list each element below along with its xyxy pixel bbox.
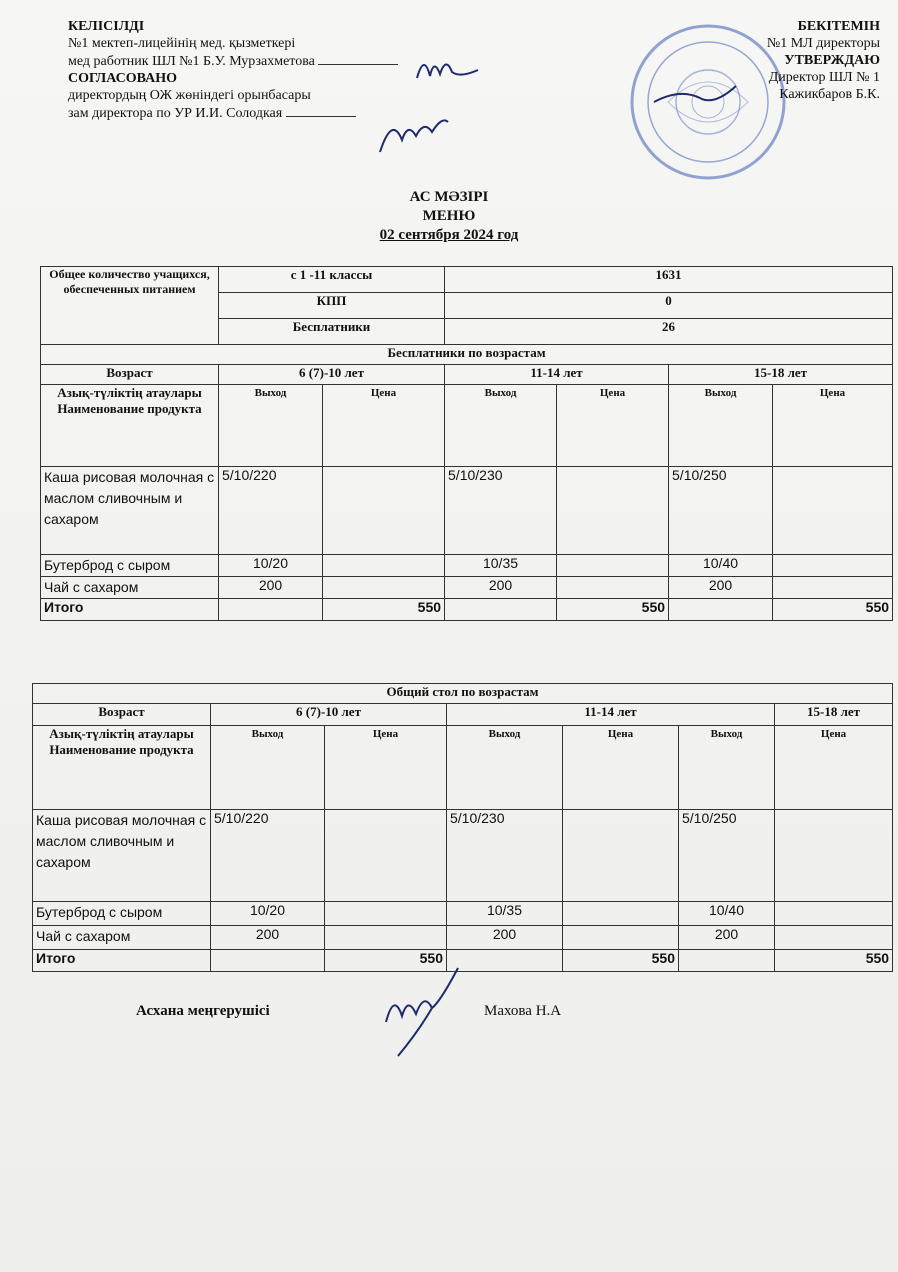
age-group-1: 6 (7)-10 лет xyxy=(219,365,445,385)
total-value: 550 xyxy=(563,950,679,972)
age-group-3: 15-18 лет xyxy=(775,704,893,726)
age-group-2: 11-14 лет xyxy=(445,365,669,385)
table-row xyxy=(33,902,893,926)
section-title: Бесплатники по возрастам xyxy=(41,345,893,365)
header-left-block xyxy=(68,18,398,122)
product-name: Каша рисовая молочная с маслом сливочным и сахаром xyxy=(41,467,219,555)
output-value: 10/35 xyxy=(447,902,563,926)
director-name: Кажикбаров Б.К. xyxy=(779,87,880,102)
age-group-3: 15-18 лет xyxy=(669,365,893,385)
price-header: Цена xyxy=(775,726,893,810)
product-name: Каша рисовая молочная с маслом сливочным и сахаром xyxy=(33,810,211,902)
summary-label: Общее количество учащихся, обеспеченных питанием xyxy=(41,267,219,345)
summary-row-name: КПП xyxy=(219,293,445,319)
age-label: Возраст xyxy=(41,365,219,385)
table-row xyxy=(33,810,893,902)
signature-line xyxy=(318,52,398,65)
approve-kz: БЕКІТЕМІН xyxy=(797,19,880,34)
output-value: 10/40 xyxy=(679,902,775,926)
price-value xyxy=(563,902,679,926)
output-header: Выход xyxy=(447,726,563,810)
output-header: Выход xyxy=(669,385,773,467)
price-value xyxy=(773,577,893,599)
signature-line xyxy=(286,104,356,117)
price-value xyxy=(775,926,893,950)
agreed-kz: КЕЛІСІЛДІ xyxy=(68,19,145,34)
output-value: 200 xyxy=(211,926,325,950)
output-header: Выход xyxy=(219,385,323,467)
medic-name: мед работник ШЛ №1 Б.У. Мурзахметова xyxy=(68,54,315,69)
header-right-block xyxy=(767,18,880,103)
menu-title-block xyxy=(0,188,898,245)
output-value: 200 xyxy=(219,577,323,599)
general-table xyxy=(32,683,893,972)
output-value: 5/10/250 xyxy=(679,810,775,902)
summary-row-value: 26 xyxy=(445,319,893,345)
product-column-header: Азық-түліктің атаулары Наименование продукта xyxy=(41,385,219,467)
price-value xyxy=(325,902,447,926)
price-header: Цена xyxy=(563,726,679,810)
menu-date: 02 сентября 2024 год xyxy=(379,227,519,243)
menu-title-kz: АС МӘЗІРІ xyxy=(409,189,489,205)
price-value xyxy=(325,926,447,950)
output-value: 200 xyxy=(447,926,563,950)
signature-director xyxy=(650,78,740,118)
price-value xyxy=(563,926,679,950)
summary-row-value: 1631 xyxy=(445,267,893,293)
summary-row-value: 0 xyxy=(445,293,893,319)
total-label: Итого xyxy=(41,599,219,621)
age-label: Возраст xyxy=(33,704,211,726)
output-value: 200 xyxy=(679,926,775,950)
price-value xyxy=(557,577,669,599)
output-value: 5/10/230 xyxy=(447,810,563,902)
total-label: Итого xyxy=(33,950,211,972)
summary-row-name: с 1 -11 классы xyxy=(219,267,445,293)
price-value xyxy=(325,810,447,902)
output-value: 10/40 xyxy=(669,555,773,577)
price-header: Цена xyxy=(557,385,669,467)
signature-medic xyxy=(412,48,482,88)
price-value xyxy=(773,555,893,577)
signature-canteen-head xyxy=(378,962,468,1062)
price-value xyxy=(773,467,893,555)
price-value xyxy=(557,555,669,577)
table-row xyxy=(41,577,893,599)
output-value: 5/10/250 xyxy=(669,467,773,555)
output-header: Выход xyxy=(445,385,557,467)
total-value: 550 xyxy=(775,950,893,972)
product-column-header: Азық-түліктің атаулары Наименование продукта xyxy=(33,726,211,810)
free-meals-table xyxy=(40,266,893,621)
canteen-head-name: Махова Н.А xyxy=(484,1003,562,1019)
agreed-ru: СОГЛАСОВАНО xyxy=(68,71,177,86)
price-value xyxy=(775,902,893,926)
product-name: Чай с сахаром xyxy=(41,577,219,599)
age-group-1: 6 (7)-10 лет xyxy=(211,704,447,726)
total-value: 550 xyxy=(557,599,669,621)
product-name: Бутерброд с сыром xyxy=(41,555,219,577)
output-header: Выход xyxy=(211,726,325,810)
output-value: 10/20 xyxy=(211,902,325,926)
deputy-position: директордың ОЖ жөніндегі орынбасары xyxy=(68,88,311,103)
price-value xyxy=(323,467,445,555)
table-row xyxy=(41,467,893,555)
menu-title-ru: МЕНЮ xyxy=(422,208,476,224)
summary-row-name: Бесплатники xyxy=(219,319,445,345)
price-value xyxy=(775,810,893,902)
output-value: 10/20 xyxy=(219,555,323,577)
signature-deputy xyxy=(372,110,452,160)
director-position-ru: Директор ШЛ № 1 xyxy=(768,70,880,85)
section-title: Общий стол по возрастам xyxy=(33,684,893,704)
director-position-kz: №1 МЛ директоры xyxy=(766,36,880,51)
table-row xyxy=(33,926,893,950)
price-value xyxy=(557,467,669,555)
price-value xyxy=(563,810,679,902)
total-value: 550 xyxy=(323,599,445,621)
price-value xyxy=(323,577,445,599)
canteen-head-role: Асхана меңгерушісі xyxy=(136,1003,270,1019)
output-header: Выход xyxy=(679,726,775,810)
approve-ru: УТВЕРЖДАЮ xyxy=(784,53,880,68)
total-value: 550 xyxy=(325,950,447,972)
price-header: Цена xyxy=(773,385,893,467)
product-name: Чай с сахаром xyxy=(33,926,211,950)
price-value xyxy=(323,555,445,577)
age-group-2: 11-14 лет xyxy=(447,704,775,726)
table-row xyxy=(41,555,893,577)
output-value: 5/10/220 xyxy=(219,467,323,555)
output-value: 5/10/220 xyxy=(211,810,325,902)
output-value: 10/35 xyxy=(445,555,557,577)
output-value: 200 xyxy=(669,577,773,599)
price-header: Цена xyxy=(325,726,447,810)
price-header: Цена xyxy=(323,385,445,467)
medic-position: №1 мектеп-лицейінің мед. қызметкері xyxy=(68,36,296,51)
product-name: Бутерброд с сыром xyxy=(33,902,211,926)
total-value: 550 xyxy=(773,599,893,621)
deputy-name: зам директора по УР И.И. Солодкая xyxy=(68,106,283,121)
total-row xyxy=(41,599,893,621)
output-value: 5/10/230 xyxy=(445,467,557,555)
output-value: 200 xyxy=(445,577,557,599)
